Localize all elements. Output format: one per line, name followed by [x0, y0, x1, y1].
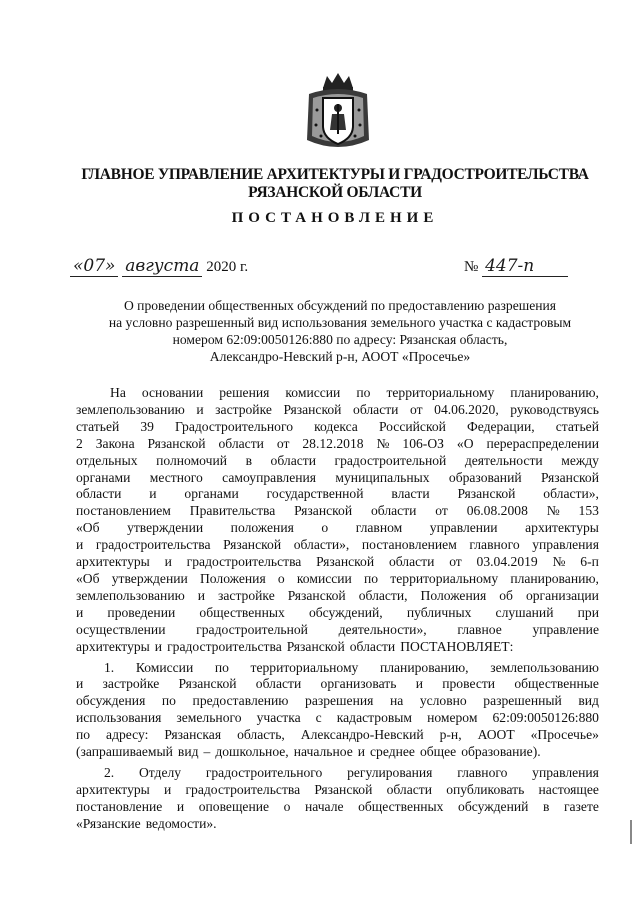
body-line: и градостроительства Рязанской области», постановлением главного управления [76, 537, 599, 553]
paragraph-preamble [76, 385, 599, 656]
body-line: архитектуры и градостроительства Рязанской области ПОСТАНОВЛЯЕТ: [76, 638, 514, 654]
body-line: области и органами государственной власти Рязанской области», [76, 486, 599, 502]
subject-line: номером 62:09:0050126:880 по адресу: Рязанская область, [172, 332, 508, 347]
body-line: и проведении общественных обсуждений, публичных слушаний при [76, 604, 599, 620]
body-line: (запрашиваемый вид – дошкольное, начальное и среднее общее образование). [76, 744, 541, 760]
paragraph-item-2 [76, 765, 599, 833]
body-line: На основании решения комиссии по территориальному планированию, [110, 385, 599, 400]
body-line: отдельных полномочий в области градостроительной деятельности между [76, 452, 599, 468]
document-date [70, 256, 248, 276]
organization-name-line1: ГЛАВНОЕ УПРАВЛЕНИЕ АРХИТЕКТУРЫ И ГРАДОСТРОИТЕЛЬСТВА [81, 166, 589, 183]
body-line: постановлением Правительства Рязанской области от 06.08.2008 № 153 [76, 503, 599, 519]
body-line: постановление и оповещение о начале общественных обсуждений в газете [76, 798, 599, 814]
coat-of-arms-emblem [299, 70, 377, 156]
document-subject [60, 297, 620, 365]
document-body [76, 385, 599, 833]
document-type-title: ПОСТАНОВЛЕНИЕ [231, 210, 439, 226]
body-line: «Рязанские ведомости». [76, 815, 217, 831]
paragraph-item-1 [76, 660, 599, 761]
body-line: органами местного самоуправления муниципальных образований Рязанской [76, 469, 599, 485]
date-day: «07» [70, 256, 118, 277]
body-line: «Об утверждении Положения о комиссии по территориальному планированию, [76, 570, 599, 586]
body-line: архитектуры и градостроительства Рязанской области от 03.04.2019 № 6-п [76, 554, 599, 570]
date-month: августа [122, 256, 202, 277]
body-line: землепользованию и застройке Рязанской области, Положения об организации [76, 587, 599, 603]
body-line: землепользованию и застройке Рязанской области от 04.06.2020, руководствуясь [76, 401, 599, 417]
subject-line: Александро-Невский р-н, АООТ «Просечье» [209, 349, 471, 364]
body-line: 2 Закона Рязанской области от 28.12.2018 № 106-ОЗ «О перераспределении [76, 435, 599, 451]
subject-line: на условно разрешенный вид использования земельного участка с кадастровым [108, 315, 572, 330]
organization-name-line2: РЯЗАНСКОЙ ОБЛАСТИ [248, 184, 422, 201]
body-line: осуществлении градостроительной деятельности», главное управление [76, 621, 599, 637]
subject-line: О проведении общественных обсуждений по предоставлению разрешения [123, 298, 557, 313]
body-line: обсуждения по предоставлению разрешения на условно разрешенный вид [76, 693, 599, 709]
body-line: использования земельного участка с кадастровым номером 62:09:0050126:880 [76, 710, 599, 726]
document-number [464, 256, 568, 277]
body-line: 2. Отделу градостроительного регулирования главного управления [104, 764, 599, 780]
date-year: 2020 г. [206, 259, 249, 275]
body-line: 1. Комиссии по территориальному планированию, землепользованию [104, 659, 599, 675]
number-value: 447-п [482, 256, 568, 277]
body-line: и застройке Рязанской области организовать и провести общественные [76, 676, 599, 692]
body-line: «Об утверждении положения о главном управлении архитектуры [76, 520, 599, 536]
scan-margin-mark [630, 820, 632, 844]
body-line: статьей 39 Градостроительного кодекса Российской Федерации, статьей [76, 418, 599, 434]
number-sign: № [464, 259, 479, 275]
body-line: архитектуры и градостроительства Рязанской области опубликовать настоящее [76, 781, 599, 797]
body-line: по адресу: Рязанская область, Александро-Невский р-н, АООТ «Просечье» [76, 727, 599, 743]
